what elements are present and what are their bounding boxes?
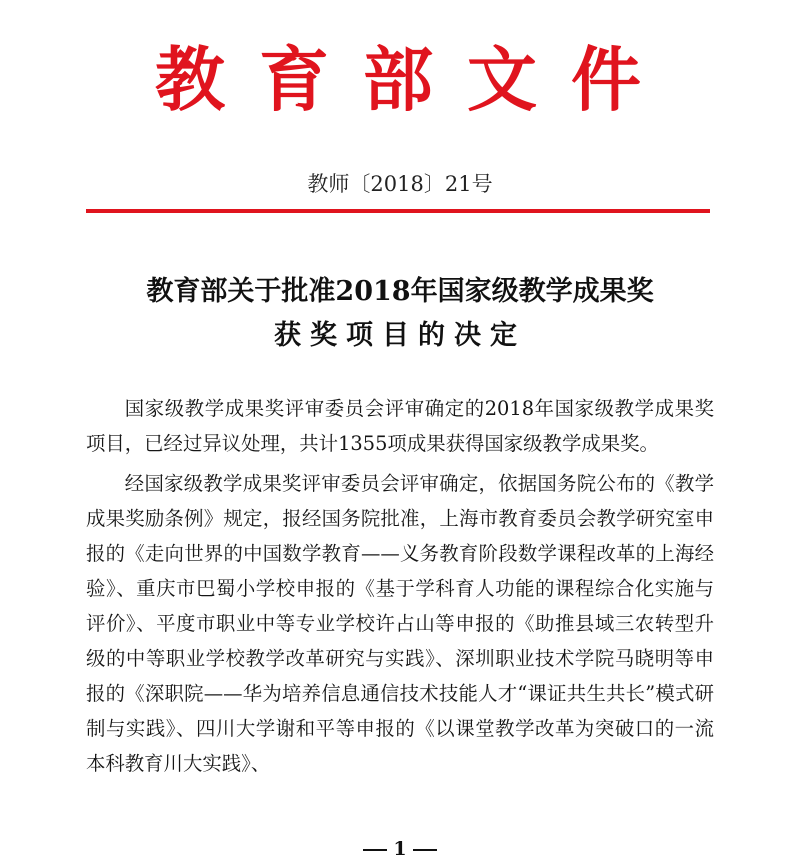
issuer-header: 教育部文件 xyxy=(155,39,675,121)
document-body xyxy=(86,391,714,781)
dash-right xyxy=(413,849,437,851)
red-divider xyxy=(86,209,710,213)
page-number xyxy=(0,838,800,860)
paragraph-1: 国家级教学成果奖评审委员会评审确定的2018年国家级教学成果奖项目，已经过异议处理，共计1355项成果获得国家级教学成果奖。 xyxy=(86,397,714,455)
page-number-value: 1 xyxy=(393,838,407,860)
document-title xyxy=(80,270,720,358)
document-number: 教师〔2018〕21号 xyxy=(307,172,493,196)
paragraph-2: 经国家级教学成果奖评审委员会评审确定，依据国务院公布的《教学成果奖励条例》规定，报经国务院批准，上海市教育委员会教学研究室申报的《走向世界的中国数学教育——义务教育阶段数学课程改革的上海经验》、重庆市巴蜀小学校申报的《基于学科育人功能的课程综合化实施与评价》、平度市职业中等专业学校许占山等申报的《助推县域三农转型升级的中等职业学校教学改革研究与实践》、深圳职业技术学院马晓明等申报的《深职院——华为培养信息通信技术技能人才“课证共生共长”模式研制与实践》、四川大学谢和平等申报的《以课堂教学改革为突破口的一流本科教育川大实践》、 xyxy=(86,472,714,775)
title-line-2: 获奖项目的决定 xyxy=(274,320,526,351)
dash-left xyxy=(363,849,387,851)
title-line-1: 教育部关于批准2018年国家级教学成果奖 xyxy=(146,276,654,307)
